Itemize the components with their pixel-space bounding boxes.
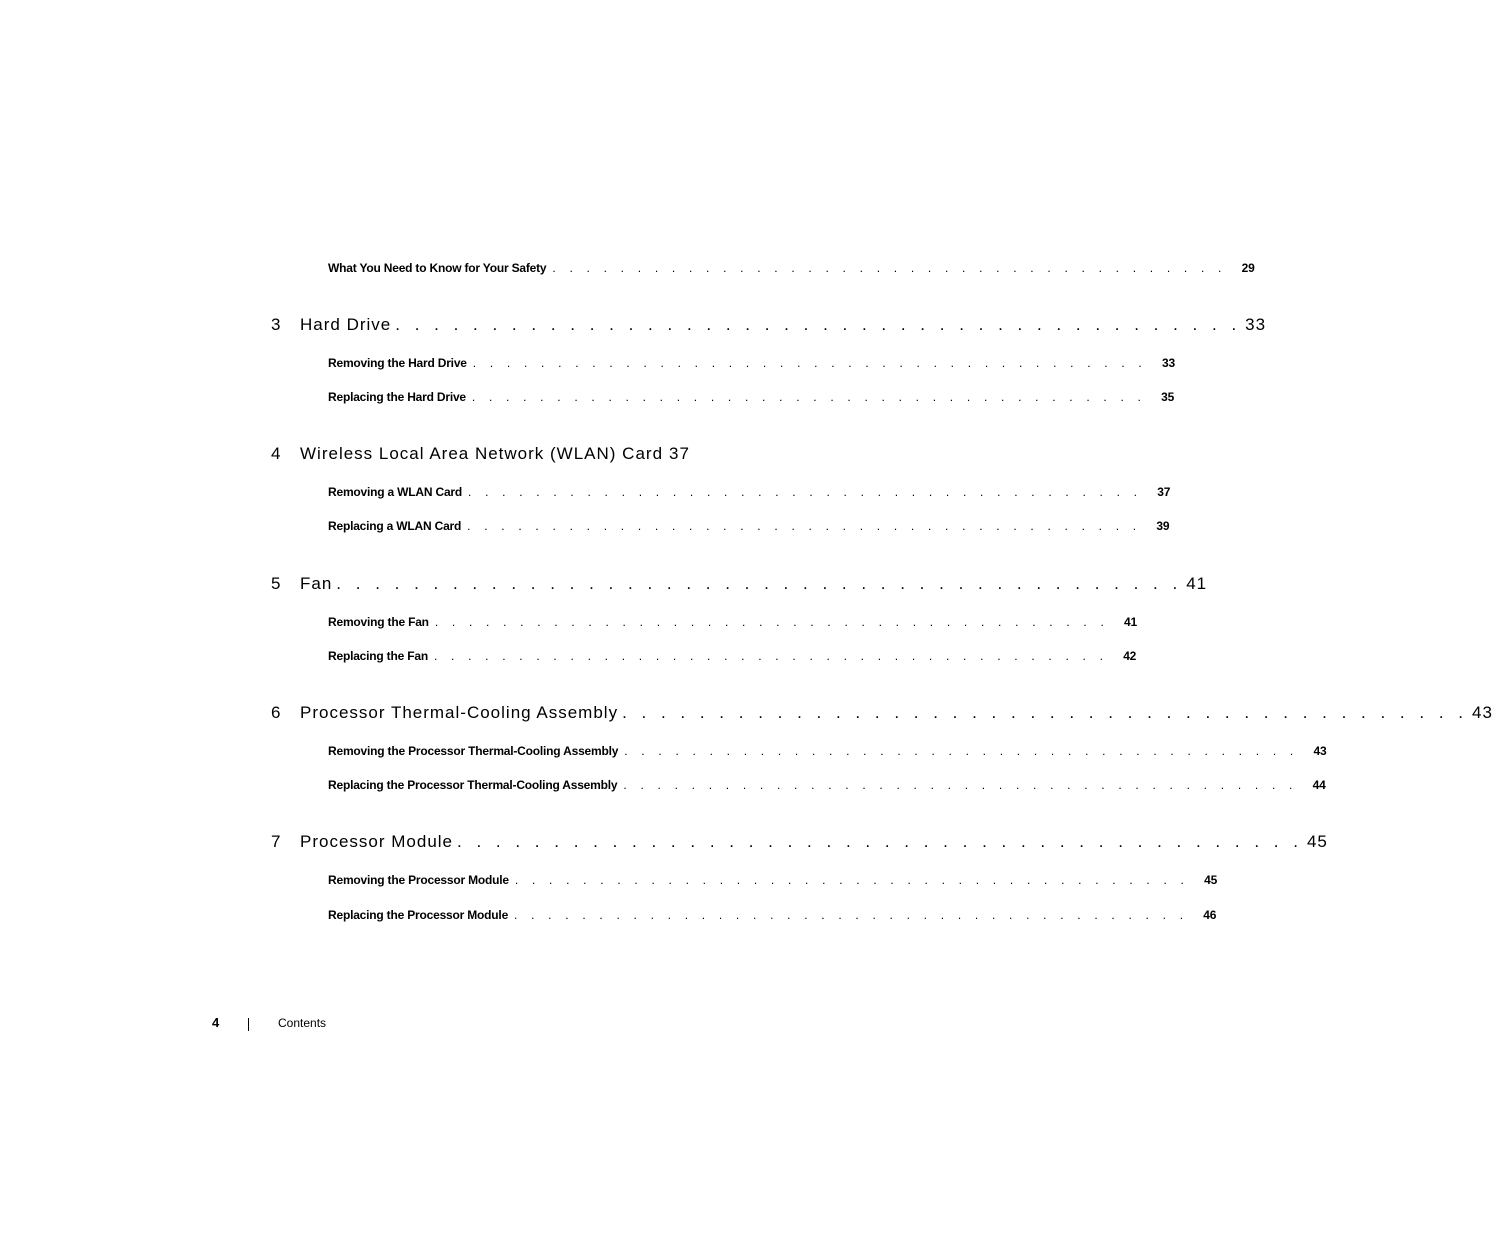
section-title: Removing the Processor Module — [328, 873, 509, 887]
section-page-number: 42 — [1123, 649, 1137, 663]
chapter-title: Hard Drive — [300, 315, 392, 334]
section-page-number: 46 — [1203, 908, 1217, 922]
dot-leader: . . . . . . . . . . . . . . . . . . . . . . . . . . . . . . . . . . . . . . . . — [624, 744, 1299, 758]
footer-label: Contents — [278, 1016, 327, 1030]
chapter-number: 4 — [271, 444, 282, 463]
toc-chapter-3[interactable] — [271, 313, 1267, 337]
toc-chapter-5[interactable] — [271, 572, 1208, 596]
toc-chapter-6[interactable] — [271, 701, 1493, 725]
toc-section-safety[interactable] — [328, 259, 1255, 277]
dot-leader: . . . . . . . . . . . . . . . . . . . . . . . . . . . . . . . . . . . . . . . . — [514, 873, 1190, 887]
dot-leader: . . . . . . . . . . . . . . . . . . . . . . . . . . . . . . . . . . . . . . . . — [514, 908, 1189, 922]
toc-section-removing-wlan-card[interactable] — [328, 483, 1171, 501]
section-title: Replacing the Processor Thermal-Cooling Assembly — [328, 778, 618, 792]
section-page-number: 44 — [1312, 778, 1326, 792]
footer-page-number: 4 — [212, 1015, 220, 1030]
toc-section-removing-fan[interactable] — [328, 613, 1137, 631]
chapter-number: 3 — [271, 315, 282, 334]
dot-leader: . . . . . . . . . . . . . . . . . . . . . . . . . . . . . . . . . . . . . . . . — [433, 649, 1109, 663]
dot-leader: . . . . . . . . . . . . . . . . . . . . . . . . . . . . . . . . . . . . . . . . — [467, 519, 1142, 533]
section-page-number: 33 — [1162, 356, 1175, 370]
toc-section-removing-thermal-cooling[interactable] — [328, 742, 1327, 760]
toc-section-replacing-hard-drive[interactable] — [328, 388, 1175, 406]
dot-leader: . . . . . . . . . . . . . . . . . . . . . . . . . . . . . . . . . . . . . . . . . . . . — [622, 703, 1468, 722]
section-page-number: 45 — [1204, 873, 1218, 887]
section-title: What You Need to Know for Your Safety — [328, 261, 547, 275]
chapter-number: 5 — [271, 574, 282, 593]
section-title: Removing a WLAN Card — [328, 485, 463, 499]
section-page-number: 29 — [1241, 261, 1255, 275]
section-title: Removing the Hard Drive — [328, 356, 467, 370]
toc-section-removing-hard-drive[interactable] — [328, 354, 1175, 372]
toc-section-replacing-wlan-card[interactable] — [328, 517, 1170, 535]
section-page-number: 39 — [1156, 519, 1170, 533]
toc-chapter-7[interactable] — [271, 830, 1328, 854]
toc-section-replacing-thermal-cooling[interactable] — [328, 776, 1326, 794]
dot-leader: . . . . . . . . . . . . . . . . . . . . . . . . . . . . . . . . . . . . . . . . — [434, 615, 1109, 629]
dot-leader: . . . . . . . . . . . . . . . . . . . . . . . . . . . . . . . . . . . . . . . . . . . . — [336, 574, 1183, 593]
section-page-number: 41 — [1124, 615, 1137, 629]
section-title: Replacing the Hard Drive — [328, 390, 466, 404]
dot-leader: . . . . . . . . . . . . . . . . . . . . . . . . . . . . . . . . . . . . . . . . — [471, 390, 1147, 404]
section-page-number: 43 — [1313, 744, 1327, 758]
toc-chapter-4[interactable] — [271, 442, 690, 466]
section-page-number: 37 — [1157, 485, 1171, 499]
chapter-number: 6 — [271, 703, 282, 722]
footer-separator — [248, 1018, 249, 1031]
dot-leader: . . . . . . . . . . . . . . . . . . . . . . . . . . . . . . . . . . . . . . . . — [472, 356, 1147, 370]
chapter-number: 7 — [271, 832, 282, 851]
chapter-page-number: 45 — [1306, 832, 1328, 851]
dot-leader: . . . . . . . . . . . . . . . . . . . . . . . . . . . . . . . . . . . . . . . . . . . . — [457, 832, 1303, 851]
toc-section-replacing-processor-module[interactable] — [328, 906, 1217, 924]
chapter-page-number: 33 — [1245, 315, 1267, 334]
section-title: Removing the Fan — [328, 615, 429, 629]
section-page-number: 35 — [1161, 390, 1175, 404]
chapter-title: Processor Thermal-Cooling Assembly — [300, 703, 619, 722]
chapter-page-number: 41 — [1186, 574, 1208, 593]
chapter-page-number: 37 — [669, 444, 690, 463]
dot-leader: . . . . . . . . . . . . . . . . . . . . . . . . . . . . . . . . . . . . . . . . — [468, 485, 1143, 499]
toc-section-replacing-fan[interactable] — [328, 647, 1137, 665]
chapter-title: Fan — [300, 574, 333, 593]
section-title: Replacing a WLAN Card — [328, 519, 462, 533]
section-title: Replacing the Processor Module — [328, 908, 509, 922]
dot-leader: . . . . . . . . . . . . . . . . . . . . . . . . . . . . . . . . . . . . . . . . — [552, 261, 1227, 275]
chapter-page-number: 43 — [1472, 703, 1493, 722]
toc-section-removing-processor-module[interactable] — [328, 871, 1218, 889]
chapter-title: Processor Module — [300, 832, 454, 851]
section-title: Replacing the Fan — [328, 649, 428, 663]
chapter-title: Wireless Local Area Network (WLAN) Card — [300, 444, 664, 463]
dot-leader: . . . . . . . . . . . . . . . . . . . . . . . . . . . . . . . . . . . . . . . . — [623, 778, 1298, 792]
dot-leader: . . . . . . . . . . . . . . . . . . . . . . . . . . . . . . . . . . . . . . . . . . . . — [395, 315, 1242, 334]
section-title: Removing the Processor Thermal-Cooling Assembly — [328, 744, 619, 758]
